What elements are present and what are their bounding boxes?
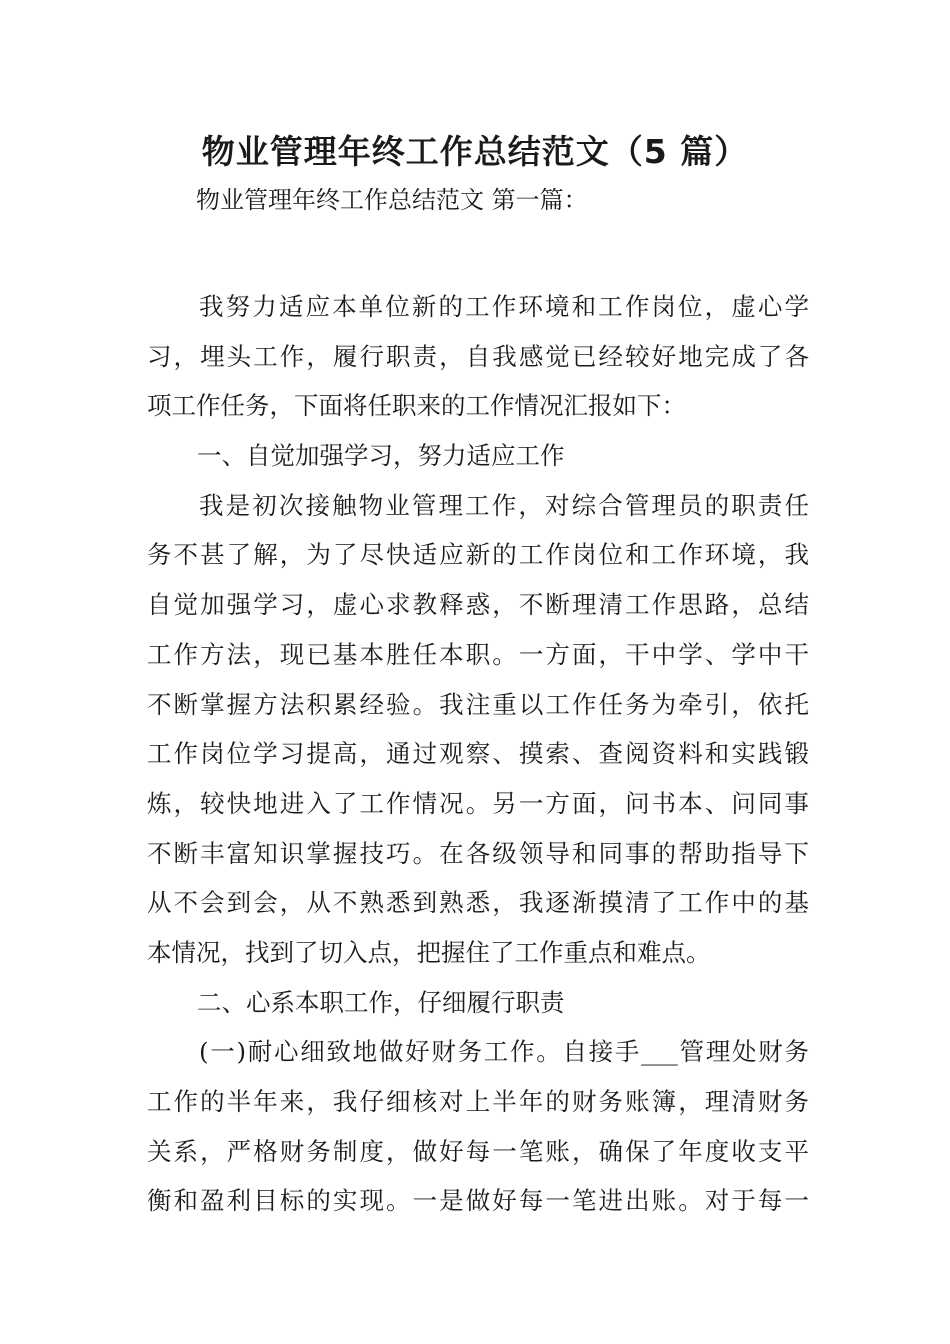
paragraph-line: 不断丰富知识掌握技巧。在各级领导和同事的帮助指导下 [147, 838, 809, 868]
document-subtitle: 物业管理年终工作总结范文 第一篇： [196, 186, 588, 214]
paragraph-line: 炼，较快地进入了工作情况。另一方面，问书本、问同事 [147, 788, 809, 818]
paragraph-line: 习，埋头工作，履行职责，自我感觉已经较好地完成了各 [147, 341, 809, 371]
paragraph-line: 从不会到会，从不熟悉到熟悉，我逐渐摸清了工作中的基 [147, 888, 809, 918]
paragraph-line: 不断掌握方法积累经验。我注重以工作任务为牵引，依托 [147, 689, 809, 719]
paragraph-line: 我努力适应本单位新的工作环境和工作岗位，虚心学 [199, 292, 809, 321]
paragraph-line: 衡和盈利目标的实现。一是做好每一笔进出账。对于每一 [147, 1186, 809, 1216]
paragraph-line: 工作方法，现已基本胜任本职。一方面，干中学、学中干 [147, 639, 809, 669]
paragraph-line: 本情况，找到了切入点，把握住了工作重点和难点。 [147, 937, 711, 967]
document-body [147, 282, 809, 1226]
paragraph-line: 工作岗位学习提高，通过观察、摸索、查阅资料和实践锻 [147, 739, 809, 769]
document-title: 物业管理年终工作总结范文（5 篇） [201, 132, 749, 171]
paragraph-line: 项工作任务，下面将任职来的工作情况汇报如下： [147, 391, 686, 421]
section-heading: 一、自觉加强学习，努力适应工作 [197, 441, 565, 471]
paragraph-line: 关系，严格财务制度，做好每一笔账，确保了年度收支平 [147, 1136, 809, 1166]
paragraph-line: (一)耐心细致地做好财务工作。自接手___管理处财务 [199, 1037, 809, 1067]
section-heading: 二、心系本职工作，仔细履行职责 [197, 987, 565, 1017]
paragraph-line: 工作的半年来，我仔细核对上半年的财务账簿，理清财务 [147, 1087, 809, 1116]
paragraph-line: 自觉加强学习，虚心求教释惑，不断理清工作思路，总结 [147, 590, 809, 620]
paragraph-line: 我是初次接触物业管理工作，对综合管理员的职责任 [199, 490, 809, 520]
paragraph-line: 务不甚了解，为了尽快适应新的工作岗位和工作环境，我 [147, 540, 809, 570]
